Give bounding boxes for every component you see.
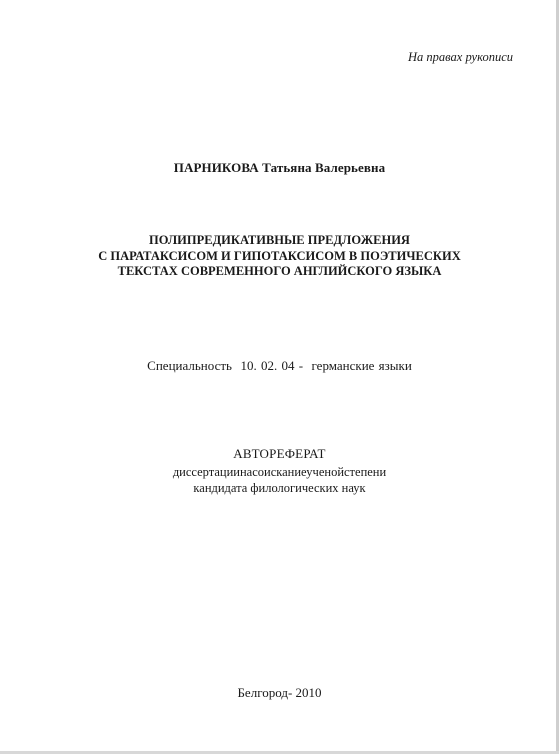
city-year: Белгород- 2010 [237, 685, 322, 700]
abstract-description [0, 464, 559, 496]
specialty-line: Специальность 10. 02. 04 - германские языки [147, 358, 412, 373]
abstract-description-line: кандидата филологических наук [193, 481, 366, 495]
author-name: ПАРНИКОВА Татьяна Валерьевна [173, 160, 386, 175]
dissertation-title [0, 233, 559, 280]
abstract-label: АВТОРЕФЕРАТ [233, 446, 326, 461]
title-line: С ПАРАТАКСИСОМ И ГИПОТАКСИСОМ В ПОЭТИЧЕСКИХ [98, 248, 461, 263]
title-line: ТЕКСТАХ СОВРЕМЕННОГО АНГЛИЙСКОГО ЯЗЫКА [117, 264, 442, 278]
abstract-description-line: диссертациинасоисканиеученойстепени [172, 465, 387, 479]
title-line: ПОЛИПРЕДИКАТИВНЫЕ ПРЕДЛОЖЕНИЯ [149, 233, 410, 247]
rights-note: На правах рукописи [408, 50, 513, 64]
